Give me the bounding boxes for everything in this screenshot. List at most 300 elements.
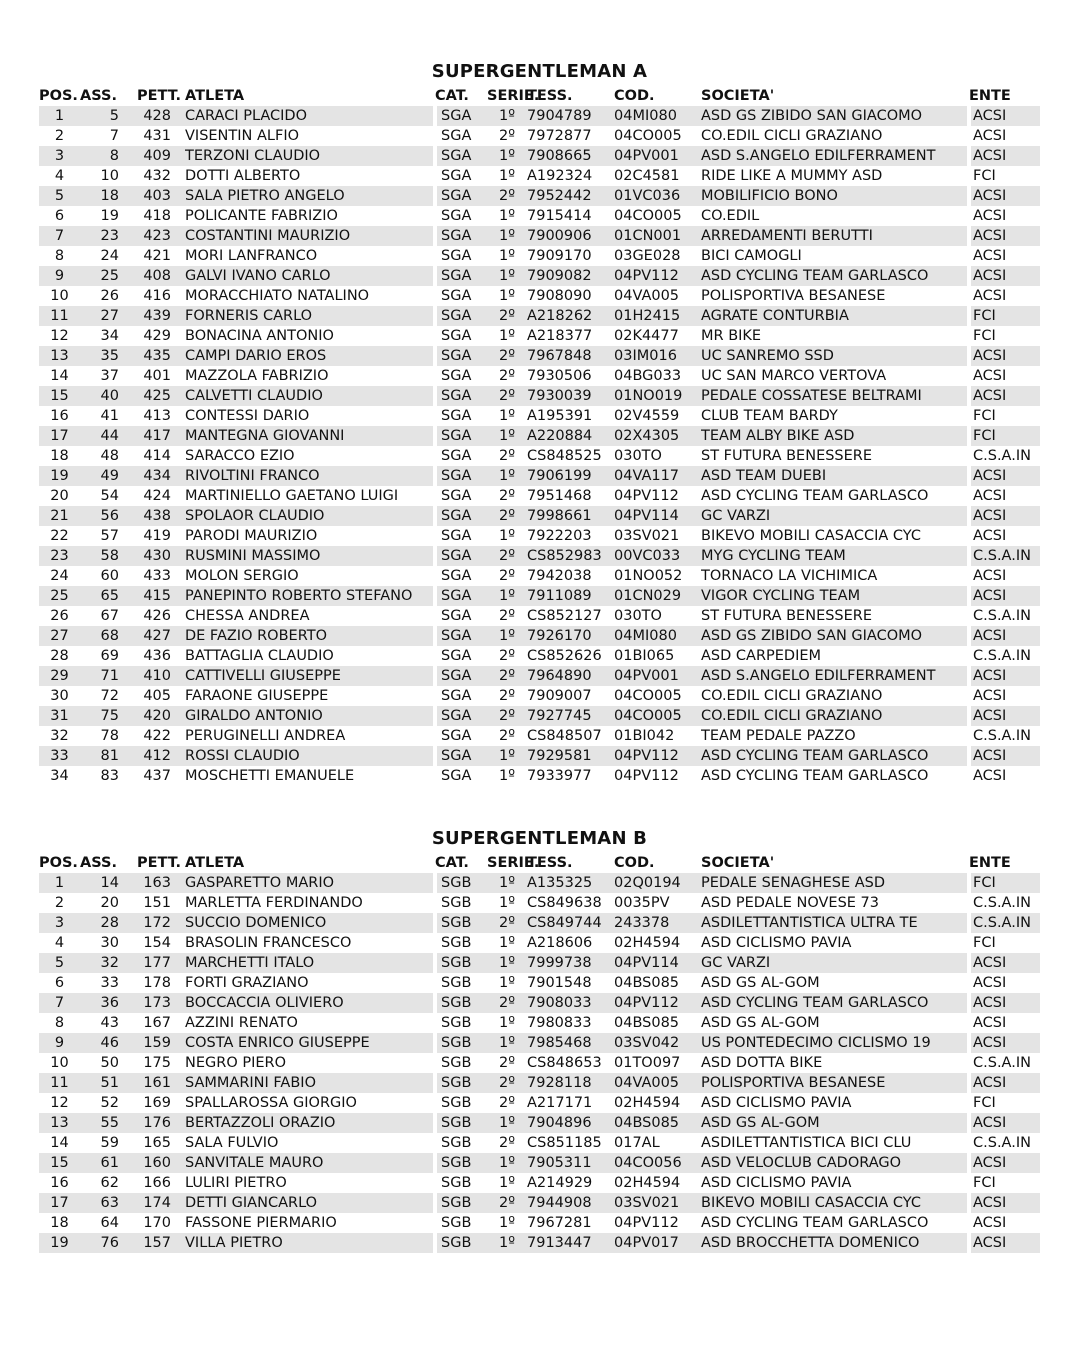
cell-pett: 438 bbox=[129, 506, 185, 526]
cell-ente: ACSI bbox=[969, 1033, 1040, 1053]
cell-tess: 7999738 bbox=[527, 953, 614, 973]
cell-societa: ASD CYCLING TEAM GARLASCO bbox=[701, 266, 969, 286]
cell-tess: 7985468 bbox=[527, 1033, 614, 1053]
cell-atleta: BOCCACCIA OLIVIERO bbox=[185, 993, 435, 1013]
cell-tess: 7905311 bbox=[527, 1153, 614, 1173]
cell-cat: SGB bbox=[435, 1113, 487, 1133]
table-row bbox=[39, 1213, 1040, 1233]
cell-societa: PEDALE COSSATESE BELTRAMI bbox=[701, 386, 969, 406]
cell-cod: 02V4559 bbox=[614, 408, 680, 424]
cell-ass: 25 bbox=[80, 266, 129, 286]
cell-tess: 7942038 bbox=[527, 568, 592, 584]
table-row bbox=[39, 286, 1040, 306]
cell-ente: C.S.A.IN bbox=[969, 893, 1040, 913]
cell-pett: 160 bbox=[129, 1153, 185, 1173]
cell-ass: 51 bbox=[80, 1073, 129, 1093]
cell-tess: CS849638 bbox=[527, 895, 602, 911]
cell-ass: 71 bbox=[80, 666, 129, 686]
table-row bbox=[39, 506, 1040, 526]
cell-serie: 1º bbox=[487, 1233, 527, 1253]
column-header-pos: POS. bbox=[39, 88, 78, 104]
cell-serie: 1º bbox=[498, 288, 516, 304]
results-table bbox=[39, 853, 1040, 1253]
cell-ass: 52 bbox=[100, 1095, 119, 1111]
cell-ass: 26 bbox=[100, 288, 119, 304]
cell-societa: ASDILETTANTISTICA ULTRA TE bbox=[701, 913, 969, 933]
cell-atleta: PERUGINELLI ANDREA bbox=[185, 728, 346, 744]
cell-cat: SGA bbox=[435, 126, 487, 146]
cell-societa: BIKEVO MOBILI CASACCIA CYC bbox=[701, 528, 921, 544]
cell-serie: 1º bbox=[487, 226, 527, 246]
cell-societa: MOBILIFICIO BONO bbox=[701, 186, 969, 206]
cell-pos: 30 bbox=[50, 688, 69, 704]
cell-cat: SGA bbox=[435, 346, 487, 366]
cell-cod: 04MI080 bbox=[614, 106, 701, 126]
cell-pos: 23 bbox=[39, 546, 80, 566]
table-row bbox=[39, 586, 1040, 606]
cell-ente: ACSI bbox=[969, 766, 1040, 786]
cell-pett: 177 bbox=[129, 953, 185, 973]
cell-cod: 03SV021 bbox=[614, 1193, 701, 1213]
cell-pos: 7 bbox=[39, 993, 80, 1013]
cell-societa: PEDALE SENAGHESE ASD bbox=[701, 873, 969, 893]
cell-cat: SGB bbox=[435, 1093, 487, 1113]
cell-ass: 83 bbox=[100, 768, 119, 784]
column-header-pett: PETT. bbox=[137, 88, 181, 104]
cell-atleta: BRASOLIN FRANCESCO bbox=[185, 935, 352, 951]
cell-serie: 1º bbox=[498, 768, 516, 784]
cell-cat: SGA bbox=[435, 526, 487, 546]
cell-atleta: NEGRO PIERO bbox=[185, 1055, 287, 1071]
cell-pett: 413 bbox=[143, 408, 171, 424]
cell-atleta: FORTI GRAZIANO bbox=[185, 975, 309, 991]
cell-tess: CS848507 bbox=[527, 728, 602, 744]
cell-cod: 04CO005 bbox=[614, 688, 682, 704]
cell-societa: ASD PEDALE NOVESE 73 bbox=[701, 895, 879, 911]
cell-societa: ASD GS ZIBIDO SAN GIACOMO bbox=[701, 626, 969, 646]
cell-cat: SGA bbox=[435, 186, 487, 206]
cell-serie: 2º bbox=[487, 1193, 527, 1213]
cell-tess: 7904896 bbox=[527, 1113, 614, 1133]
cell-pett: 174 bbox=[129, 1193, 185, 1213]
cell-cod: 04VA005 bbox=[614, 288, 680, 304]
table-header-row bbox=[39, 853, 1040, 873]
cell-tess: CS852127 bbox=[527, 608, 602, 624]
cell-serie: 1º bbox=[487, 586, 527, 606]
cell-pos: 15 bbox=[39, 386, 80, 406]
cell-tess: CS852626 bbox=[527, 648, 602, 664]
table-header-row bbox=[39, 86, 1040, 106]
cell-ass: 69 bbox=[100, 648, 119, 664]
cell-ass: 68 bbox=[80, 626, 129, 646]
cell-atleta: ROSSI CLAUDIO bbox=[185, 746, 435, 766]
cell-pos: 6 bbox=[54, 975, 65, 991]
cell-cat: SGB bbox=[435, 893, 487, 913]
column-header-cat: CAT. bbox=[435, 855, 469, 871]
cell-societa: ASD CICLISMO PAVIA bbox=[701, 1095, 852, 1111]
cell-cod: 02K4477 bbox=[614, 328, 679, 344]
cell-pos: 3 bbox=[39, 146, 80, 166]
cell-pos: 8 bbox=[54, 1015, 65, 1031]
column-header-ass: ASS. bbox=[80, 88, 117, 104]
cell-ass: 41 bbox=[100, 408, 119, 424]
cell-serie: 1º bbox=[498, 895, 516, 911]
table-row bbox=[39, 146, 1040, 166]
cell-pos: 3 bbox=[39, 913, 80, 933]
cell-pos: 18 bbox=[50, 448, 69, 464]
cell-ente: ACSI bbox=[969, 366, 1040, 386]
cell-pos: 1 bbox=[39, 873, 80, 893]
cell-ente: ACSI bbox=[969, 226, 1040, 246]
table-row bbox=[39, 466, 1040, 486]
cell-atleta: SALA PIETRO ANGELO bbox=[185, 186, 435, 206]
column-header-ente: ENTE bbox=[969, 855, 1011, 871]
cell-pos: 33 bbox=[39, 746, 80, 766]
cell-atleta: DE FAZIO ROBERTO bbox=[185, 626, 435, 646]
cell-atleta: COSTA ENRICO GIUSEPPE bbox=[185, 1033, 435, 1053]
cell-pett: 423 bbox=[129, 226, 185, 246]
cell-atleta: FASSONE PIERMARIO bbox=[185, 1215, 337, 1231]
cell-atleta: MOLON SERGIO bbox=[185, 568, 299, 584]
cell-pett: 427 bbox=[129, 626, 185, 646]
cell-cod: 02H4594 bbox=[614, 1175, 681, 1191]
column-header-cod: COD. bbox=[614, 88, 655, 104]
cell-cod: 04PV112 bbox=[614, 993, 701, 1013]
cell-cat: SGA bbox=[435, 246, 487, 266]
cell-pett: 165 bbox=[143, 1135, 171, 1151]
cell-tess: 7964890 bbox=[527, 666, 614, 686]
cell-ass: 8 bbox=[80, 146, 129, 166]
cell-societa: ASD TEAM DUEBI bbox=[701, 466, 969, 486]
cell-ass: 34 bbox=[100, 328, 119, 344]
cell-pett: 161 bbox=[129, 1073, 185, 1093]
cell-tess: A218262 bbox=[527, 306, 614, 326]
cell-serie: 1º bbox=[487, 266, 527, 286]
cell-serie: 2º bbox=[487, 546, 527, 566]
cell-ente: ACSI bbox=[969, 706, 1040, 726]
table-row bbox=[39, 1233, 1040, 1253]
cell-tess: CS848653 bbox=[527, 1055, 602, 1071]
cell-pos: 27 bbox=[39, 626, 80, 646]
cell-ass: 7 bbox=[109, 128, 119, 144]
cell-tess: 7929581 bbox=[527, 746, 614, 766]
cell-atleta: MARLETTA FERDINANDO bbox=[185, 895, 363, 911]
cell-ass: 55 bbox=[80, 1113, 129, 1133]
cell-societa: GC VARZI bbox=[701, 953, 969, 973]
cell-ass: 40 bbox=[80, 386, 129, 406]
cell-pett: 412 bbox=[129, 746, 185, 766]
cell-societa: ASD S.ANGELO EDILFERRAMENT bbox=[701, 146, 969, 166]
cell-ass: 37 bbox=[100, 368, 119, 384]
cell-cod: 04BS085 bbox=[614, 1015, 680, 1031]
cell-cod: 02C4581 bbox=[614, 168, 680, 184]
cell-societa: ASDILETTANTISTICA BICI CLU bbox=[701, 1135, 912, 1151]
cell-societa: ASD BROCCHETTA DOMENICO bbox=[701, 1233, 969, 1253]
cell-cat: SGB bbox=[435, 1193, 487, 1213]
cell-societa: ASD CARPEDIEM bbox=[701, 648, 822, 664]
cell-serie: 1º bbox=[487, 746, 527, 766]
cell-cod: 02H4594 bbox=[614, 1095, 681, 1111]
cell-societa: BICI CAMOGLI bbox=[701, 248, 802, 264]
cell-cod: 030TO bbox=[614, 448, 662, 464]
cell-societa: AGRATE CONTURBIA bbox=[701, 306, 969, 326]
cell-tess: A218606 bbox=[527, 935, 593, 951]
cell-atleta: SPOLAOR CLAUDIO bbox=[185, 506, 435, 526]
cell-cat: SGB bbox=[435, 1153, 487, 1173]
cell-pos: 4 bbox=[54, 168, 65, 184]
cell-serie: 1º bbox=[498, 1175, 516, 1191]
cell-ente: ACSI bbox=[969, 526, 1040, 546]
cell-societa: ST FUTURA BENESSERE bbox=[701, 608, 873, 624]
cell-cat: SGA bbox=[435, 366, 487, 386]
cell-pett: 420 bbox=[129, 706, 185, 726]
cell-societa: ASD CICLISMO PAVIA bbox=[701, 935, 852, 951]
cell-cat: SGA bbox=[435, 406, 487, 426]
cell-societa: CO.EDIL bbox=[701, 208, 760, 224]
cell-atleta: MARTINIELLO GAETANO LUIGI bbox=[185, 488, 399, 504]
cell-cat: SGA bbox=[435, 266, 487, 286]
cell-tess: 7952442 bbox=[527, 186, 614, 206]
cell-atleta: BONACINA ANTONIO bbox=[185, 328, 334, 344]
cell-tess: 7908033 bbox=[527, 993, 614, 1013]
cell-ente: ACSI bbox=[969, 1233, 1040, 1253]
table-row bbox=[39, 326, 1040, 346]
cell-atleta: SARACCO EZIO bbox=[185, 448, 295, 464]
cell-ente: ACSI bbox=[969, 266, 1040, 286]
cell-tess: 7951468 bbox=[527, 488, 592, 504]
cell-ente: FCI bbox=[969, 426, 1040, 446]
cell-tess: CS852983 bbox=[527, 546, 614, 566]
cell-pos: 12 bbox=[50, 328, 69, 344]
cell-pett: 157 bbox=[129, 1233, 185, 1253]
table-row bbox=[39, 993, 1040, 1013]
cell-atleta: MAZZOLA FABRIZIO bbox=[185, 368, 329, 384]
cell-ente: ACSI bbox=[969, 1153, 1040, 1173]
cell-cod: 03GE028 bbox=[614, 248, 681, 264]
cell-cod: 04VA005 bbox=[614, 1073, 701, 1093]
cell-cat: SGA bbox=[435, 446, 487, 466]
cell-pos: 26 bbox=[50, 608, 69, 624]
cell-ass: 76 bbox=[80, 1233, 129, 1253]
cell-atleta: CONTESSI DARIO bbox=[185, 408, 310, 424]
cell-pos: 6 bbox=[54, 208, 65, 224]
cell-cat: SGA bbox=[435, 306, 487, 326]
results-table bbox=[39, 86, 1040, 786]
cell-societa: GC VARZI bbox=[701, 506, 969, 526]
cell-pos: 9 bbox=[39, 266, 80, 286]
cell-tess: 7922203 bbox=[527, 528, 592, 544]
cell-pos: 5 bbox=[39, 953, 80, 973]
cell-cat: SGA bbox=[435, 706, 487, 726]
table-row bbox=[39, 306, 1040, 326]
cell-cat: SGB bbox=[435, 1213, 487, 1233]
cell-societa: ASD DOTTA BIKE bbox=[701, 1055, 823, 1071]
cell-societa: RIDE LIKE A MUMMY ASD bbox=[701, 168, 883, 184]
cell-ass: 48 bbox=[100, 448, 119, 464]
cell-tess: 7927745 bbox=[527, 706, 614, 726]
cell-pos: 4 bbox=[54, 935, 65, 951]
cell-pos: 10 bbox=[50, 1055, 69, 1071]
cell-societa: ASD CYCLING TEAM GARLASCO bbox=[701, 768, 929, 784]
cell-pett: 176 bbox=[129, 1113, 185, 1133]
cell-cat: SGA bbox=[435, 146, 487, 166]
cell-pos: 18 bbox=[50, 1215, 69, 1231]
cell-ass: 75 bbox=[80, 706, 129, 726]
cell-cod: 03SV042 bbox=[614, 1033, 701, 1053]
table-row bbox=[39, 426, 1040, 446]
table-row bbox=[39, 366, 1040, 386]
cell-atleta: DETTI GIANCARLO bbox=[185, 1193, 435, 1213]
table-row bbox=[39, 226, 1040, 246]
table-row bbox=[39, 913, 1040, 933]
table-row bbox=[39, 526, 1040, 546]
cell-ass: 57 bbox=[100, 528, 119, 544]
cell-cod: 03SV021 bbox=[614, 528, 680, 544]
cell-tess: 7933977 bbox=[527, 768, 592, 784]
cell-cat: SGA bbox=[435, 726, 487, 746]
cell-ente: ACSI bbox=[969, 1213, 1040, 1233]
cell-pos: 11 bbox=[39, 1073, 80, 1093]
cell-serie: 2º bbox=[487, 186, 527, 206]
cell-serie: 2º bbox=[498, 128, 516, 144]
cell-cod: 01BI042 bbox=[614, 728, 675, 744]
cell-ente: FCI bbox=[969, 326, 1040, 346]
cell-ente: ACSI bbox=[969, 206, 1040, 226]
cell-ass: 43 bbox=[100, 1015, 119, 1031]
cell-pett: 418 bbox=[143, 208, 171, 224]
cell-pos: 20 bbox=[50, 488, 69, 504]
table-row bbox=[39, 206, 1040, 226]
cell-pos: 28 bbox=[50, 648, 69, 664]
cell-serie: 2º bbox=[498, 488, 516, 504]
table-row bbox=[39, 646, 1040, 666]
cell-ente: ACSI bbox=[969, 1073, 1040, 1093]
cell-cat: SGA bbox=[435, 766, 487, 786]
cell-ente: C.S.A.IN bbox=[969, 913, 1040, 933]
column-header-cod: COD. bbox=[614, 855, 655, 871]
cell-pett: 178 bbox=[143, 975, 171, 991]
column-header-serie: SERIE. bbox=[487, 88, 540, 104]
cell-cod: 04PV017 bbox=[614, 1233, 701, 1253]
cell-atleta: MOSCHETTI EMANUELE bbox=[185, 768, 355, 784]
cell-cod: 04CO005 bbox=[614, 208, 682, 224]
cell-tess: 7911089 bbox=[527, 586, 614, 606]
cell-tess: 7909007 bbox=[527, 688, 592, 704]
cell-tess: CS849744 bbox=[527, 913, 614, 933]
cell-ente: ACSI bbox=[969, 1193, 1040, 1213]
table-row bbox=[39, 1133, 1040, 1153]
table-row bbox=[39, 266, 1040, 286]
cell-cat: SGB bbox=[435, 1033, 487, 1053]
cell-pett: 415 bbox=[129, 586, 185, 606]
cell-serie: 1º bbox=[487, 106, 527, 126]
cell-pett: 154 bbox=[143, 935, 171, 951]
cell-cat: SGB bbox=[435, 1173, 487, 1193]
cell-pett: 426 bbox=[143, 608, 171, 624]
table-row bbox=[39, 666, 1040, 686]
column-header-atleta: ATLETA bbox=[185, 855, 245, 871]
cell-tess: 7909170 bbox=[527, 248, 592, 264]
cell-ass: 35 bbox=[80, 346, 129, 366]
cell-pos: 17 bbox=[39, 1193, 80, 1213]
cell-pos: 2 bbox=[54, 128, 65, 144]
cell-tess: 7944908 bbox=[527, 1193, 614, 1213]
cell-pett: 401 bbox=[143, 368, 171, 384]
cell-cod: 04PV112 bbox=[614, 746, 701, 766]
table-row bbox=[39, 446, 1040, 466]
cell-cod: 243378 bbox=[614, 913, 701, 933]
cell-ente: C.S.A.IN bbox=[969, 606, 1040, 626]
cell-ente: ACSI bbox=[969, 686, 1040, 706]
cell-pett: 439 bbox=[129, 306, 185, 326]
table-row bbox=[39, 766, 1040, 786]
cell-societa: BIKEVO MOBILI CASACCIA CYC bbox=[701, 1193, 969, 1213]
cell-ass: 54 bbox=[100, 488, 119, 504]
section-title: SUPERGENTLEMAN B bbox=[431, 828, 648, 849]
cell-societa: TEAM ALBY BIKE ASD bbox=[701, 426, 969, 446]
cell-pett: 432 bbox=[143, 168, 171, 184]
cell-cod: 04BG033 bbox=[614, 368, 682, 384]
cell-societa: TEAM PEDALE PAZZO bbox=[701, 728, 856, 744]
table-row bbox=[39, 406, 1040, 426]
cell-pos: 8 bbox=[54, 248, 65, 264]
cell-pett: 431 bbox=[143, 128, 171, 144]
cell-ente: FCI bbox=[969, 873, 1040, 893]
cell-pos: 24 bbox=[50, 568, 69, 584]
cell-ass: 61 bbox=[80, 1153, 129, 1173]
cell-ente: C.S.A.IN bbox=[969, 1053, 1040, 1073]
cell-cod: 03IM016 bbox=[614, 346, 701, 366]
cell-societa: UC SANREMO SSD bbox=[701, 346, 969, 366]
table-row bbox=[39, 746, 1040, 766]
cell-pos: 19 bbox=[39, 1233, 80, 1253]
cell-societa: ASD S.ANGELO EDILFERRAMENT bbox=[701, 666, 969, 686]
cell-ente: ACSI bbox=[969, 346, 1040, 366]
cell-serie: 2º bbox=[498, 1095, 516, 1111]
cell-pos: 11 bbox=[39, 306, 80, 326]
cell-tess: 7915414 bbox=[527, 208, 592, 224]
cell-societa: ST FUTURA BENESSERE bbox=[701, 448, 873, 464]
cell-cat: SGA bbox=[435, 646, 487, 666]
cell-pett: 159 bbox=[129, 1033, 185, 1053]
cell-ass: 19 bbox=[100, 208, 119, 224]
cell-serie: 2º bbox=[487, 1073, 527, 1093]
cell-pett: 421 bbox=[143, 248, 171, 264]
cell-serie: 1º bbox=[498, 528, 516, 544]
cell-pos: 1 bbox=[39, 106, 80, 126]
cell-serie: 2º bbox=[498, 648, 516, 664]
cell-cod: 04BS085 bbox=[614, 975, 680, 991]
cell-ente: ACSI bbox=[969, 506, 1040, 526]
cell-pett: 417 bbox=[129, 426, 185, 446]
cell-ass: 62 bbox=[100, 1175, 119, 1191]
cell-atleta: FARAONE GIUSEPPE bbox=[185, 688, 329, 704]
cell-cod: 04PV112 bbox=[614, 488, 679, 504]
cell-pett: 436 bbox=[143, 648, 171, 664]
cell-cat: SGA bbox=[435, 566, 487, 586]
cell-ass: 27 bbox=[80, 306, 129, 326]
cell-cat: SGB bbox=[435, 873, 487, 893]
cell-ass: 78 bbox=[100, 728, 119, 744]
cell-tess: 7998661 bbox=[527, 506, 614, 526]
cell-cat: SGA bbox=[435, 426, 487, 446]
cell-pett: 170 bbox=[143, 1215, 171, 1231]
cell-cod: 04PV114 bbox=[614, 506, 701, 526]
cell-cat: SGB bbox=[435, 1233, 487, 1253]
cell-ente: C.S.A.IN bbox=[969, 1133, 1040, 1153]
cell-cat: SGB bbox=[435, 953, 487, 973]
cell-ass: 20 bbox=[100, 895, 119, 911]
